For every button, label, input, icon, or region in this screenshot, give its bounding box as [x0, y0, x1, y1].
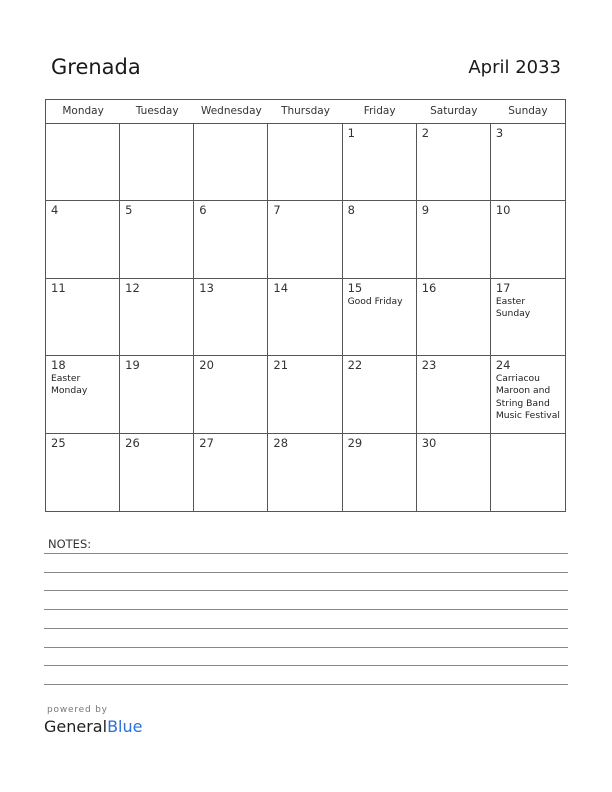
day-number: 15: [347, 280, 363, 295]
notes-line: [44, 590, 568, 591]
day-cell: [268, 124, 342, 201]
weekday-saturday: Saturday: [430, 105, 478, 117]
brand-general: General: [44, 717, 108, 736]
day-number: 1: [347, 126, 355, 140]
day-number: 12: [125, 280, 140, 295]
weekday-thursday: Thursday: [281, 105, 330, 117]
day-cell: [343, 124, 417, 201]
notes-line: [44, 553, 568, 554]
day-number: 25: [51, 435, 66, 450]
day-cell: [194, 201, 268, 278]
notes-line: [44, 684, 568, 685]
day-number: 18: [51, 358, 66, 373]
notes-line: [44, 647, 568, 648]
day-number: 17: [495, 280, 511, 295]
holiday-label: Easter Monday: [51, 373, 88, 397]
day-cell: [491, 356, 565, 433]
day-cell: [343, 279, 417, 356]
notes-line: [44, 572, 568, 573]
brand-blue: Blue: [107, 717, 143, 736]
weekday-friday: Friday: [363, 105, 396, 117]
day-number: 16: [421, 280, 437, 295]
day-cell: [120, 356, 194, 433]
day-number: 14: [273, 280, 289, 295]
day-cell: [46, 279, 120, 356]
day-number: 24: [495, 358, 511, 373]
day-number: 26: [125, 435, 140, 450]
day-cell: [120, 279, 194, 356]
day-number: 20: [199, 358, 214, 373]
day-cell: [268, 201, 342, 278]
day-cell: [120, 201, 194, 278]
day-cell: [491, 434, 565, 511]
holiday-label: Easter Sunday: [495, 295, 531, 320]
day-number: 8: [347, 203, 355, 218]
day-cell: [343, 356, 417, 433]
day-number: 6: [199, 203, 207, 218]
generalblue-logo: [44, 717, 142, 736]
day-cell: [417, 356, 491, 433]
day-number: 9: [421, 203, 430, 218]
day-number: 30: [421, 435, 437, 450]
calendar-days: [46, 124, 565, 511]
day-number: 5: [125, 203, 133, 218]
day-cell: [120, 124, 194, 201]
day-number: 7: [273, 203, 281, 218]
day-number: 3: [495, 126, 504, 140]
day-cell: [417, 124, 491, 201]
day-number: 10: [495, 203, 511, 218]
holiday-label: Good Friday: [347, 295, 403, 307]
holiday-label: Carriacou Maroon and String Band Music Festival: [495, 373, 560, 422]
weekday-header-row: [46, 100, 565, 124]
day-cell: [268, 434, 342, 511]
notes-line: [44, 628, 568, 629]
day-cell: [194, 124, 268, 201]
day-cell: [194, 434, 268, 511]
day-cell: [417, 201, 491, 278]
day-number: 13: [199, 280, 214, 295]
day-number: 2: [421, 126, 430, 140]
day-cell: [120, 434, 194, 511]
weekday-wednesday: Wednesday: [200, 105, 262, 117]
weekday-monday: Monday: [62, 105, 104, 117]
country-title: Grenada: [51, 55, 141, 79]
day-cell: [491, 124, 565, 201]
day-cell: [343, 434, 417, 511]
day-cell: [46, 124, 120, 201]
day-number: 19: [125, 358, 140, 373]
weekday-tuesday: Tuesday: [135, 105, 179, 117]
day-cell: [46, 434, 120, 511]
calendar-grid: [45, 99, 566, 512]
powered-by-text: powered by: [47, 705, 108, 715]
day-number: 22: [347, 358, 363, 373]
day-cell: [194, 356, 268, 433]
day-cell: [417, 434, 491, 511]
notes-line: [44, 665, 568, 666]
weekday-sunday: Sunday: [508, 105, 548, 117]
day-cell: [46, 201, 120, 278]
day-number: 4: [51, 203, 59, 218]
day-cell: [268, 279, 342, 356]
month-year-title: April 2033: [468, 57, 561, 78]
day-cell: [268, 356, 342, 433]
day-number: 27: [199, 435, 214, 450]
day-number: 11: [51, 280, 66, 295]
day-number: 23: [421, 358, 437, 373]
day-cell: [491, 279, 565, 356]
notes-line: [44, 609, 568, 610]
day-number: 21: [273, 358, 289, 373]
day-cell: [491, 201, 565, 278]
day-number: 28: [273, 435, 289, 450]
day-cell: [46, 356, 120, 433]
day-number: 29: [347, 435, 363, 450]
day-cell: [194, 279, 268, 356]
day-cell: [343, 201, 417, 278]
notes-label: NOTES:: [48, 537, 92, 551]
day-cell: [417, 279, 491, 356]
